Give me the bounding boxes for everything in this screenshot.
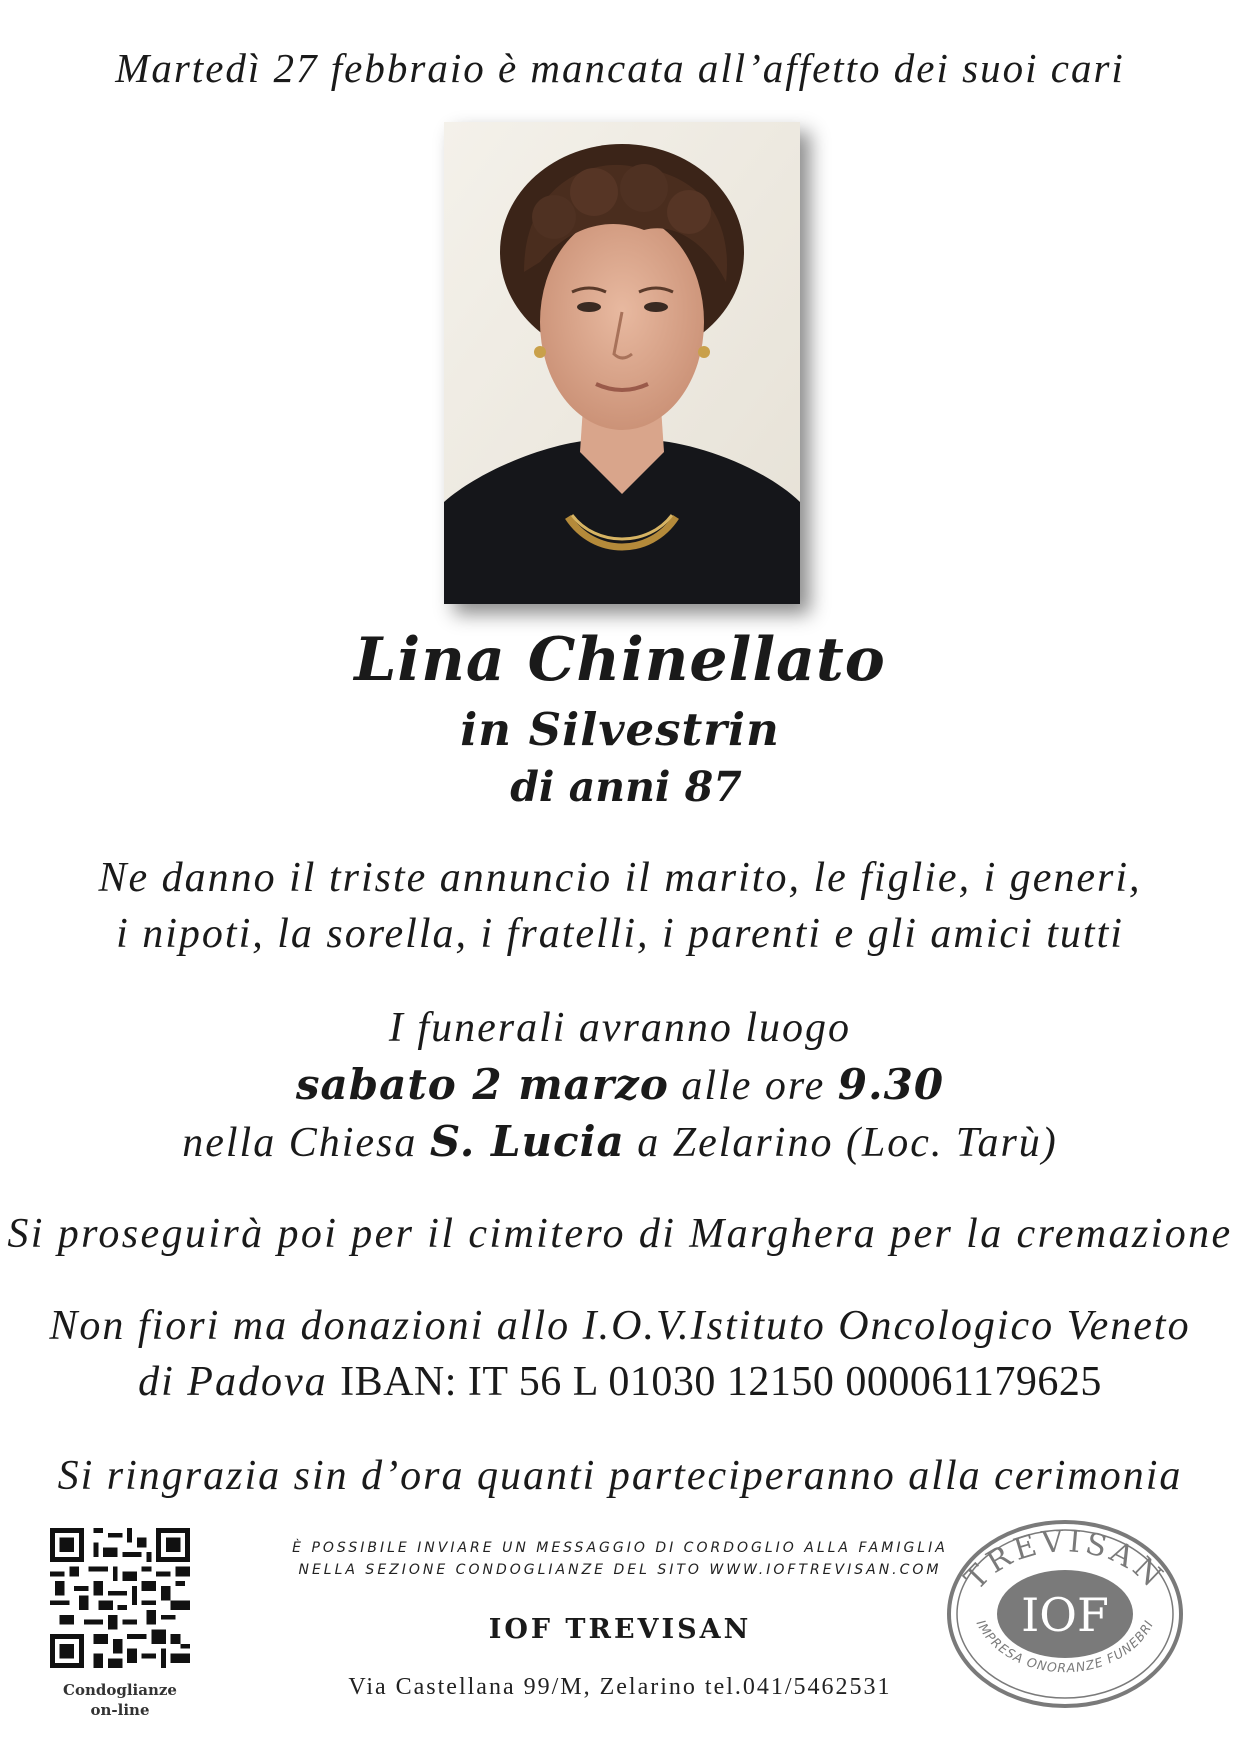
thanks-line: Si ringrazia sin d’ora quanti parteciperanno alla cerimonia: [57, 1453, 1183, 1499]
qr-caption-line-1: Condoglianze: [63, 1681, 177, 1699]
married-name: in Silvestrin: [460, 703, 780, 756]
announcement-line-1: Ne danno il triste annuncio il marito, le figlie, i generi,: [98, 855, 1142, 901]
funeral-time-prefix: alle ore: [668, 1063, 838, 1109]
portrait-icon: [444, 122, 800, 604]
funeral-place-prefix: nella Chiesa: [182, 1120, 430, 1166]
iban: IBAN: IT 56 L 01030 12150 000061179625: [340, 1359, 1102, 1405]
logo-center-text: IOF: [1021, 1588, 1109, 1642]
funeral-time: 9.30: [837, 1060, 945, 1109]
donation-line-2: [0, 1358, 1240, 1406]
funeral-date-time: [0, 1060, 1240, 1110]
funeral-line-1: I funerali avranno luogo: [388, 1005, 852, 1051]
condolence-notice-line-2[interactable]: NELLA SEZIONE CONDOGLIANZE DEL SITO WWW.IOFTREVISAN.COM: [298, 1562, 942, 1578]
donation-prefix: di Padova: [138, 1359, 341, 1405]
intro-line: Martedì 27 febbraio è mancata all’affetto dei suoi cari: [115, 45, 1125, 91]
condolence-notice-line-1: È POSSIBILE INVIARE UN MESSAGGIO DI CORDOGLIO ALLA FAMIGLIA: [292, 1540, 948, 1556]
qr-caption-line-2: on-line: [90, 1701, 150, 1719]
cremation-line: Si proseguirà poi per il cimitero di Marghera per la cremazione: [7, 1211, 1233, 1257]
iof-trevisan-logo-icon: [940, 1510, 1190, 1710]
qr-caption: [40, 1680, 200, 1720]
agency-address: Via Castellana 99/M, Zelarino tel.041/5462531: [348, 1674, 892, 1700]
logo-top-text: TREVISAN: [957, 1523, 1172, 1597]
agency-name: IOF TREVISAN: [488, 1614, 752, 1645]
age-line: di anni 87: [510, 763, 742, 811]
funeral-date: sabato 2 marzo: [295, 1060, 669, 1109]
deceased-name: Lina Chinellato: [354, 625, 886, 695]
announcement-line-2: i nipoti, la sorella, i fratelli, i parenti e gli amici tutti: [116, 911, 1124, 957]
church-name: S. Lucia: [429, 1117, 625, 1166]
donation-line-1: Non fiori ma donazioni allo I.O.V.Istituto Oncologico Veneto: [49, 1303, 1191, 1349]
funeral-place: [0, 1117, 1240, 1167]
funeral-place-suffix: a Zelarino (Loc. Tarù): [624, 1120, 1058, 1166]
portrait-photo: [444, 122, 800, 604]
qr-code-icon[interactable]: [50, 1528, 190, 1668]
logo-bottom-text: IMPRESA ONORANZE FUNEBRI: [973, 1617, 1157, 1676]
